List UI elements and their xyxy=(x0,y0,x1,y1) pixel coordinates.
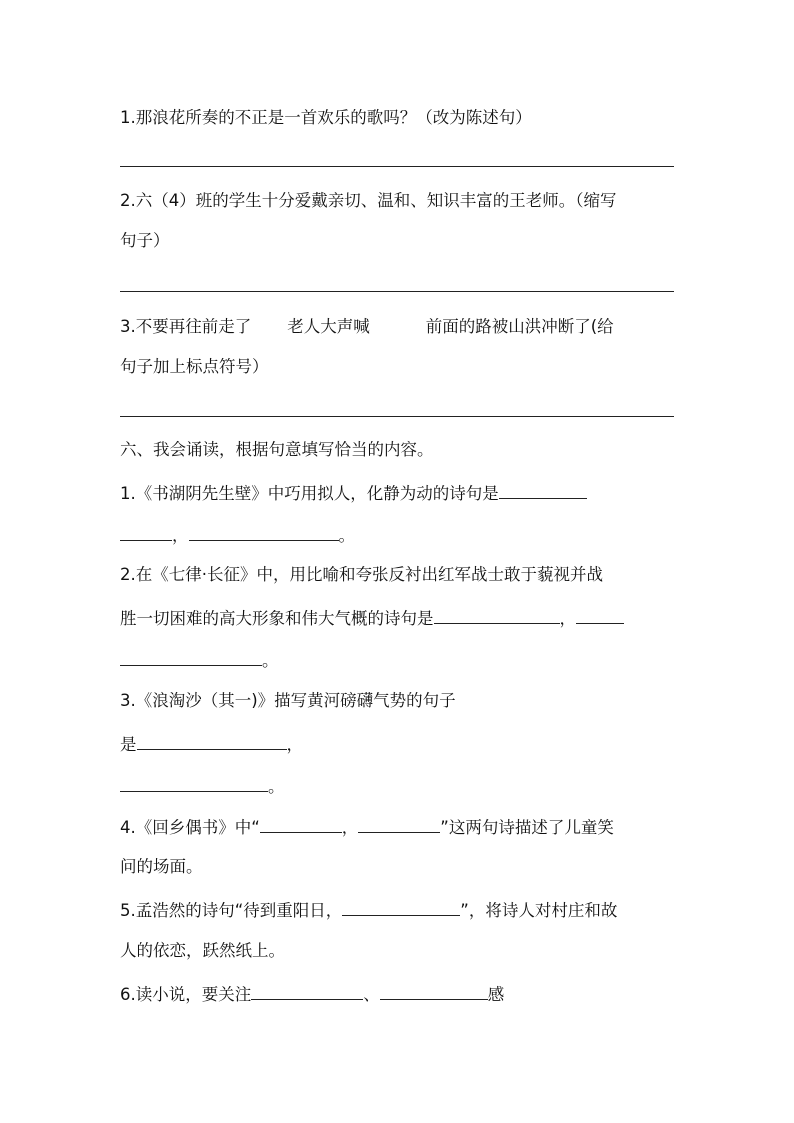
question-text: 问的场面。 xyxy=(120,857,203,876)
question-6-4 xyxy=(120,815,614,839)
question-6-5 xyxy=(120,898,617,922)
question-5-2-cont xyxy=(120,230,170,252)
question-6-6 xyxy=(120,982,504,1006)
question-6-4-cont xyxy=(120,856,203,878)
answer-blank[interactable] xyxy=(251,982,363,1000)
question-text: 胜一切困难的高大形象和伟大气概的诗句是 xyxy=(120,609,434,628)
question-text: 3.《浪淘沙（其一)》描写黄河磅礴气势的句子 xyxy=(120,691,456,710)
answer-blank[interactable] xyxy=(120,774,268,792)
separator: ， xyxy=(172,526,189,545)
question-6-3 xyxy=(120,690,456,712)
question-5-3 xyxy=(120,316,614,338)
answer-blank[interactable] xyxy=(260,815,342,833)
answer-blank[interactable] xyxy=(576,606,624,624)
separator: ， xyxy=(286,735,303,754)
question-text: 是 xyxy=(120,735,137,754)
question-6-1 xyxy=(120,481,587,505)
section-6-heading xyxy=(120,439,434,461)
separator: 、 xyxy=(363,985,380,1004)
answer-line[interactable] xyxy=(120,291,674,292)
question-6-3-cont xyxy=(120,732,303,756)
answer-blank[interactable] xyxy=(120,648,262,666)
period: 。 xyxy=(268,777,285,796)
section-heading: 六、我会诵读，根据句意填写恰当的内容。 xyxy=(120,440,434,459)
question-text: 人的依恋，跃然纸上。 xyxy=(120,941,285,960)
sentence-part-2: 老人大声喊 xyxy=(287,317,370,336)
question-text: 2.在《七律·长征》中，用比喻和夸张反衬出红军战士敢于藐视并战 xyxy=(120,565,603,584)
question-text: 2.六（4）班的学生十分爱戴亲切、温和、知识丰富的王老师。（缩写 xyxy=(120,191,617,210)
question-text: 1.《书湖阴先生壁》中巧用拟人，化静为动的诗句是 xyxy=(120,484,499,503)
question-text: ”这两句诗描述了儿童笑 xyxy=(440,818,614,837)
period: 。 xyxy=(262,651,279,670)
answer-line[interactable] xyxy=(120,416,674,417)
question-6-2-cont2 xyxy=(120,648,279,672)
question-text: 6.读小说，要关注 xyxy=(120,985,252,1004)
question-text: 句子） xyxy=(120,231,170,250)
separator: ， xyxy=(341,818,359,837)
question-text: 4.《回乡偶书》中“ xyxy=(120,818,260,837)
question-5-1 xyxy=(120,107,532,129)
question-6-2 xyxy=(120,564,603,586)
answer-blank[interactable] xyxy=(434,606,560,624)
question-5-3-cont xyxy=(120,356,269,378)
answer-blank[interactable] xyxy=(189,523,339,541)
question-text: ”，将诗人对村庄和故 xyxy=(460,901,618,920)
question-text: 感 xyxy=(487,985,505,1004)
question-6-3-cont2 xyxy=(120,774,285,798)
answer-line[interactable] xyxy=(120,166,674,167)
answer-blank[interactable] xyxy=(120,523,172,541)
answer-blank[interactable] xyxy=(380,982,488,1000)
question-text: 5.孟浩然的诗句“待到重阳日， xyxy=(120,901,343,920)
sentence-part-1: 3.不要再往前走了 xyxy=(120,317,252,336)
sentence-part-3: 前面的路被山洪冲断了(给 xyxy=(425,317,614,336)
separator: ， xyxy=(559,609,576,628)
answer-blank[interactable] xyxy=(499,481,587,499)
answer-blank[interactable] xyxy=(342,898,460,916)
question-text: 1.那浪花所奏的不正是一首欢乐的歌吗？（改为陈述句） xyxy=(120,108,532,127)
question-6-1-cont xyxy=(120,523,355,547)
answer-blank[interactable] xyxy=(137,732,287,750)
answer-blank[interactable] xyxy=(358,815,440,833)
period: 。 xyxy=(338,526,355,545)
question-6-2-cont xyxy=(120,606,624,630)
question-5-2 xyxy=(120,190,617,212)
question-text: 句子加上标点符号） xyxy=(120,357,269,376)
question-6-5-cont xyxy=(120,940,285,962)
